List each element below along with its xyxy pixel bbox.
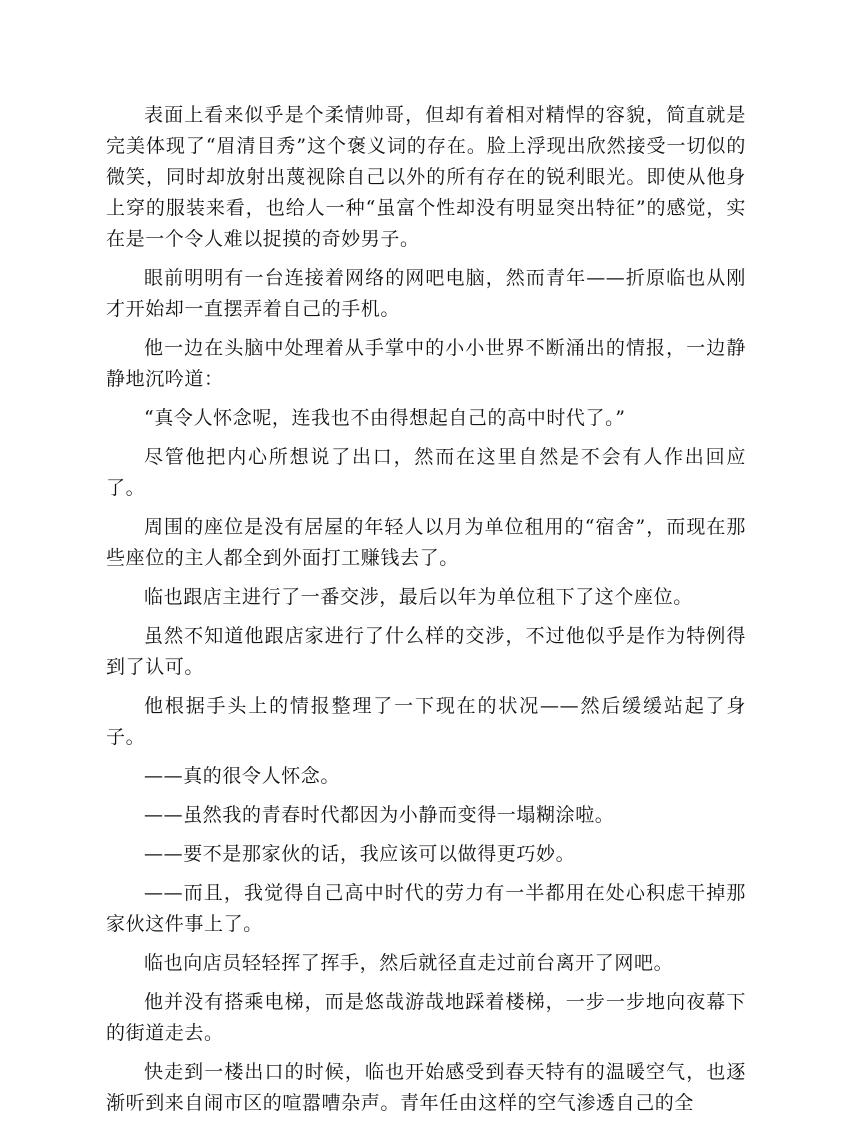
paragraph: 临也向店员轻轻挥了挥手，然后就径直走过前台离开了网吧。 — [144, 952, 674, 974]
paragraph: 眼前明明有一台连接着网络的网吧电脑，然而青年——折原临也从刚才开始却一直摆弄着自己的手机。 — [106, 267, 746, 320]
paragraph: 表面上看来似乎是个柔情帅哥，但却有着相对精悍的容貌，简直就是完美体现了“眉清目秀”这个褒义词的存在。脸上浮现出欣然接受一切似的微笑，同时却放射出蔑视除自己以外的所有存在的锐利眼光。即使从他身上穿的服装来看，也给人一种“虽富个性却没有明显突出特征”的感觉，实在是一个令人难以捉摸的奇妙男子。 — [106, 104, 746, 250]
paragraph: ——虽然我的青春时代都因为小静而变得一塌糊涂啦。 — [144, 804, 615, 826]
body-text — [106, 100, 746, 1127]
paragraph: 虽然不知道他跟店家进行了什么样的交涉，不过他似乎是作为特例得到了认可。 — [106, 625, 746, 678]
paragraph: 临也跟店主进行了一番交涉，最后以年为单位租下了这个座位。 — [144, 586, 693, 608]
paragraph: ——而且，我觉得自己高中时代的劳力有一半都用在处心积虑干掉那家伙这件事上了。 — [106, 882, 746, 935]
paragraph: 他根据手头上的情报整理了一下现在的状况——然后缓缓站起了身子。 — [106, 695, 746, 748]
paragraph: ——要不是那家伙的话，我应该可以做得更巧妙。 — [144, 843, 576, 865]
paragraph: 快走到一楼出口的时候，临也开始感受到春天特有的温暖空气，也逐渐听到来自闹市区的喧嚣嘈杂声。青年任由这样的空气渗透自己的全 — [106, 1061, 746, 1114]
paragraph: “真令人怀念呢，连我也不由得想起自己的高中时代了。” — [144, 407, 626, 429]
paragraph: 他并没有搭乘电梯，而是悠哉游哉地踩着楼梯，一步一步地向夜幕下的街道走去。 — [106, 991, 746, 1044]
paragraph: 尽管他把内心所想说了出口，然而在这里自然是不会有人作出回应了。 — [106, 446, 746, 499]
paragraph: 周围的座位是没有居屋的年轻人以月为单位租用的“宿舍”，而现在那些座位的主人都全到外面打工赚钱去了。 — [106, 516, 746, 569]
paragraph: ——真的很令人怀念。 — [144, 765, 341, 787]
paragraph: 他一边在头脑中处理着从手掌中的小小世界不断涌出的情报，一边静静地沉吟道： — [106, 337, 746, 390]
